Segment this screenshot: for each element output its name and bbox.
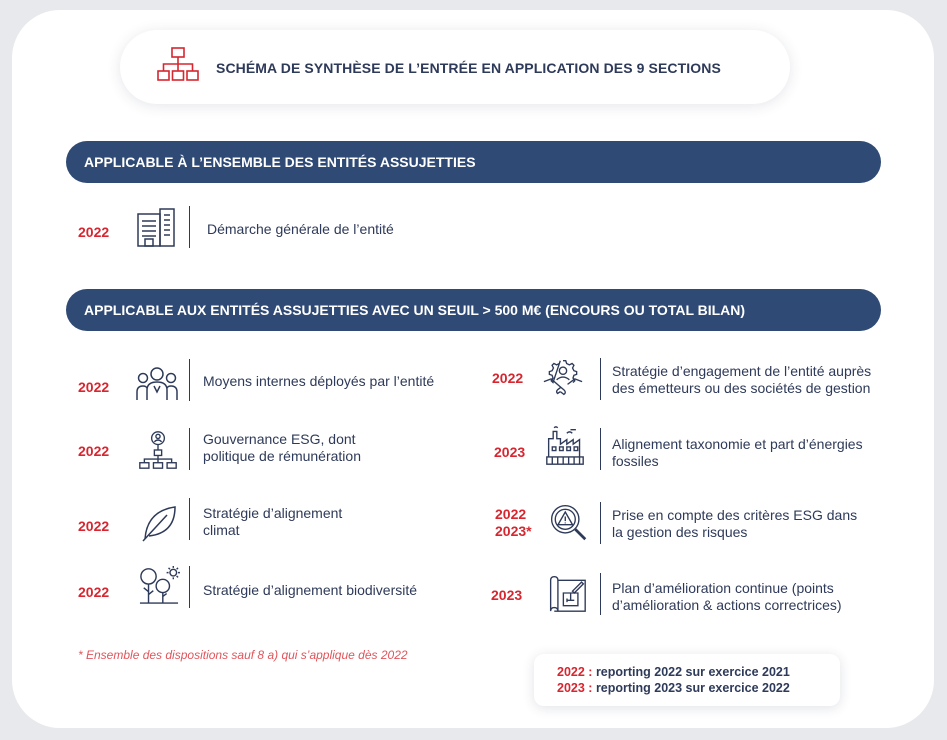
right-item-year: 2023 — [494, 444, 526, 460]
left-item-text: Stratégie d’alignement — [203, 505, 343, 521]
legend-line — [557, 680, 790, 696]
general-year: 2022 — [78, 224, 110, 240]
divider — [189, 359, 190, 401]
factory-icon — [543, 426, 587, 466]
legend-year: 2022 : — [557, 665, 593, 679]
right-item-text-line2: d’amélioration & actions correctrices) — [612, 597, 842, 613]
legend-text: reporting 2022 sur exercice 2021 — [595, 665, 790, 679]
handshake-gear-icon — [541, 358, 585, 398]
divider — [600, 358, 601, 400]
legend-line — [557, 664, 790, 680]
left-item-year: 2022 — [78, 379, 110, 395]
divider — [189, 566, 190, 608]
general-text: Démarche générale de l’entité — [207, 221, 394, 237]
left-item-text-line2: politique de rémunération — [203, 448, 361, 464]
title-pill — [120, 30, 790, 104]
right-item-year: 2022 — [495, 506, 527, 522]
section-band-threshold: APPLICABLE AUX ENTITÉS ASSUJETTIES AVEC UN SEUIL > 500 M€ (ENCOURS OU TOTAL BILAN) — [66, 289, 881, 331]
blueprint-icon — [545, 573, 589, 613]
left-item-text: Stratégie d’alignement biodiversité — [203, 582, 418, 598]
divider — [600, 573, 601, 615]
legend-year: 2023 : — [557, 681, 593, 695]
right-item-text-line2: fossiles — [612, 453, 659, 469]
risk-magnifier-icon — [546, 502, 590, 542]
right-item-text: Plan d’amélioration continue (points — [612, 580, 834, 596]
page-title: SCHÉMA DE SYNTHÈSE DE L’ENTRÉE EN APPLICATION DES 9 SECTIONS — [216, 60, 721, 76]
team-icon — [135, 362, 179, 402]
divider — [189, 498, 190, 540]
divider — [189, 428, 190, 470]
trees-sun-icon — [137, 565, 181, 605]
legend-box — [534, 654, 840, 706]
legend-text: reporting 2023 sur exercice 2022 — [595, 681, 790, 695]
right-item-year: 2023 — [491, 587, 523, 603]
right-item-text: Stratégie d’engagement de l’entité auprès — [612, 363, 872, 379]
right-item-year: 2022 — [492, 370, 524, 386]
left-item-text-line2: climat — [203, 522, 240, 538]
left-item-year: 2022 — [78, 443, 110, 459]
right-item-year-2: 2023* — [495, 523, 532, 539]
right-item-text-line2: des émetteurs ou des sociétés de gestion — [612, 380, 871, 396]
divider — [600, 502, 601, 544]
right-item-text-line2: la gestion des risques — [612, 524, 748, 540]
building-icon — [136, 207, 180, 247]
left-item-text: Gouvernance ESG, dont — [203, 431, 356, 447]
hierarchy-icon — [156, 46, 200, 82]
footnote: * Ensemble des dispositions sauf 8 a) qui s’applique dès 2022 — [78, 648, 408, 662]
right-item-text: Alignement taxonomie et part d’énergies — [612, 436, 863, 452]
divider — [600, 428, 601, 470]
org-chart-icon — [136, 430, 180, 470]
right-item-text: Prise en compte des critères ESG dans — [612, 507, 858, 523]
leaf-icon — [139, 503, 183, 543]
section-band-all-entities: APPLICABLE À L’ENSEMBLE DES ENTITÉS ASSUJETTIES — [66, 141, 881, 183]
divider — [189, 206, 190, 248]
left-item-year: 2022 — [78, 584, 110, 600]
left-item-year: 2022 — [78, 518, 110, 534]
left-item-text: Moyens internes déployés par l’entité — [203, 373, 435, 389]
